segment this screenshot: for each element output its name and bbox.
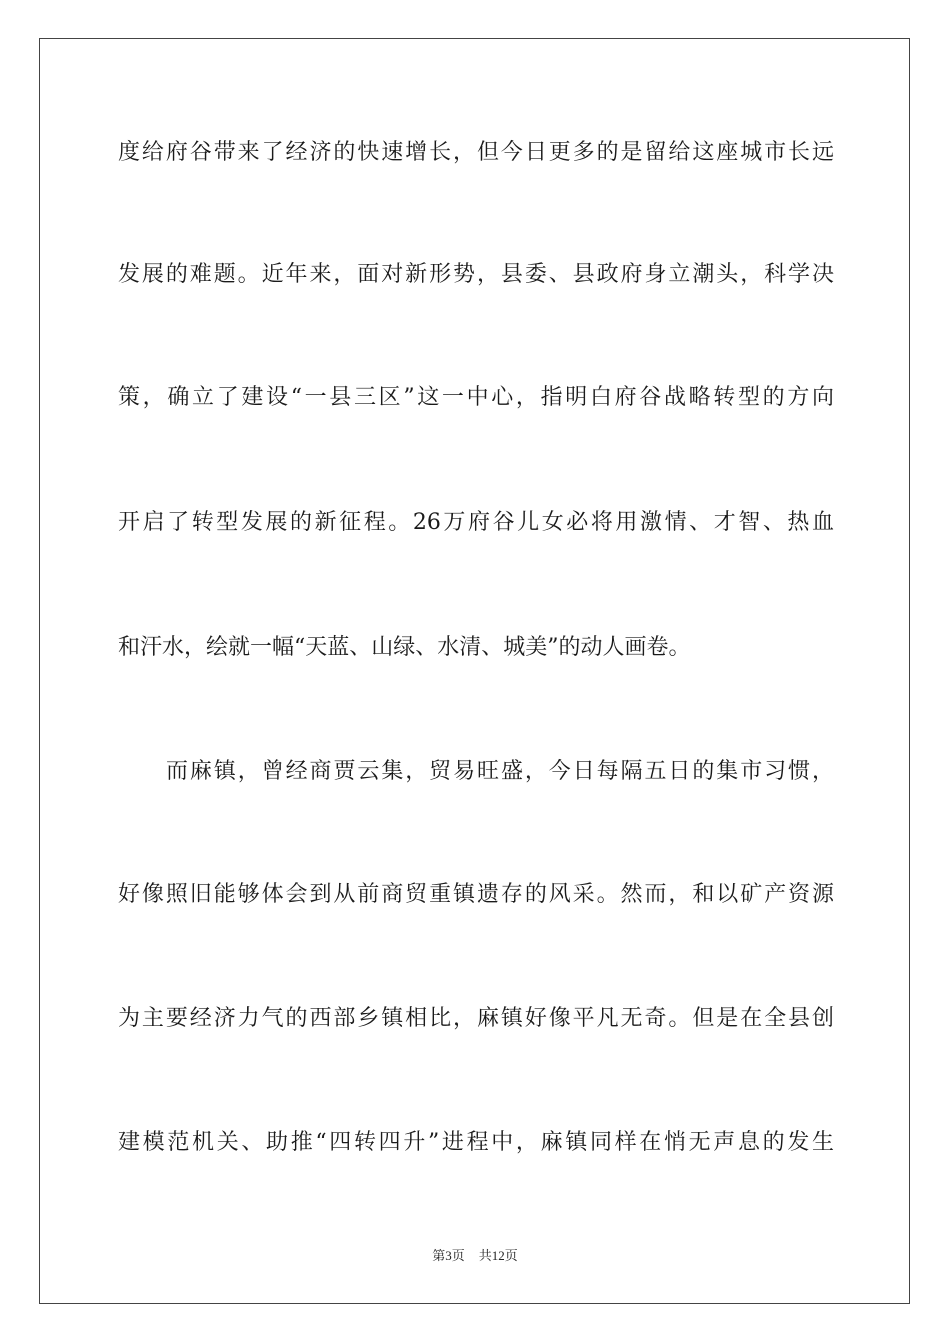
text-line: 好像照旧能够体会到从前商贸重镇遗存的风采。然而，和以矿产资源 [118, 882, 834, 907]
text-line: 为主要经济力气的西部乡镇相比，麻镇好像平凡无奇。但是在全县创 [118, 1006, 834, 1031]
text-line: 度给府谷带来了经济的快速增长，但今日更多的是留给这座城市长远 [118, 140, 834, 165]
page-border [39, 38, 910, 1304]
text-line: 建模范机关、助推“四转四升”进程中，麻镇同样在悄无声息的发生 [118, 1130, 834, 1155]
page-footer [0, 1247, 950, 1265]
paragraph-first-line: 而麻镇，曾经商贾云集，贸易旺盛，今日每隔五日的集市习惯， [166, 759, 834, 784]
text-line: 发展的难题。近年来，面对新形势，县委、县政府身立潮头，科学决 [118, 262, 834, 287]
text-line: 和汗水，绘就一幅“天蓝、山绿、水清、城美”的动人画卷。 [118, 635, 691, 660]
text-line: 策，确立了建设“一县三区”这一中心，指明白府谷战略转型的方向 [118, 385, 834, 410]
page-number: 第3页 [432, 1248, 465, 1263]
page-total: 共12页 [478, 1248, 518, 1263]
text-line: 开启了转型发展的新征程。26万府谷儿女必将用激情、才智、热血 [118, 510, 834, 535]
